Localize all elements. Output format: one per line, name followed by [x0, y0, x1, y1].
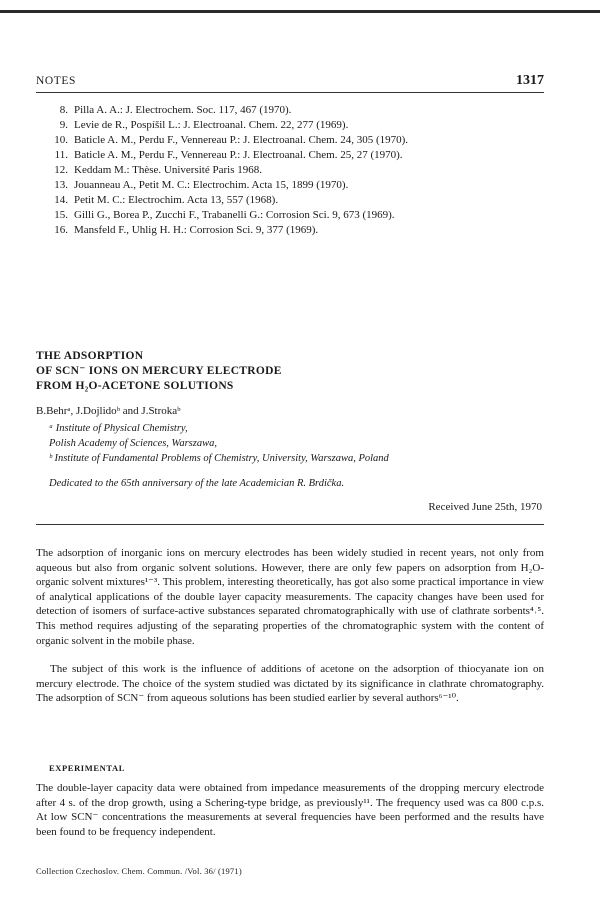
reference-text: Baticle A. M., Perdu F., Vennereau P.: J. Electroanal. Chem. 24, 305 (1970). — [74, 134, 409, 146]
reference-text: Petit M. C.: Electrochim. Acta 13, 557 (1968). — [74, 194, 279, 206]
article-title — [36, 349, 282, 394]
author-list: B.Behrᵃ, J.Dojlidoᵇ and J.Strokaᵇ — [36, 405, 181, 417]
reference-text: Levie de R., Pospíšil L.: J. Electroanal. Chem. 22, 277 (1969). — [74, 119, 349, 131]
reference-text: Baticle A. M., Perdu F., Vennereau P.: J. Electroanal. Chem. 25, 27 (1970). — [74, 149, 403, 161]
title-line: OF SCN⁻ IONS ON MERCURY ELECTRODE — [36, 365, 282, 377]
reference-number: 9. — [59, 119, 68, 131]
affiliation-line: ᵇ Institute of Fundamental Problems of Chemistry, University, Warszawa, Poland — [49, 453, 389, 464]
page-number: 1317 — [516, 73, 544, 88]
body-paragraph: The subject of this work is the influence of additions of acetone on the adsorption of thiocyanate ion on mercury electrode. The choice of the system studied was dictated by its significance in clathrate chromatography. The adsorption of SCN⁻ from aqueous solutions has been studied earlier by several authors⁶⁻¹⁰. — [36, 663, 544, 705]
reference-text: Keddam M.: Thèse. Université Paris 1968. — [74, 164, 262, 176]
body-paragraph: The double-layer capacity data were obtained from impedance measurements of the dropping mercury electrode after 4 s. of the drop growth, using a Schering-type bridge, as previously¹¹. The frequency used was ca 800 c.p.s. At low SCN⁻ concentrations the measurements at several frequencies have been performed and the results have been found to be frequency independent. — [36, 782, 544, 838]
dedication: Dedicated to the 65th anniversary of the late Academician R. Brdička. — [49, 478, 345, 489]
running-header — [36, 73, 544, 91]
section-label: NOTES — [36, 75, 77, 87]
reference-number: 8. — [59, 104, 68, 116]
reference-number: 15. — [54, 209, 68, 221]
affiliations — [49, 421, 389, 466]
top-rule — [0, 10, 600, 13]
reference-item — [36, 148, 544, 163]
received-date: Received June 25th, 1970 — [428, 501, 542, 513]
reference-item — [36, 163, 544, 178]
reference-text: Gilli G., Borea P., Zucchi F., Trabanelli G.: Corrosion Sci. 9, 673 (1969). — [74, 209, 395, 221]
reference-number: 10. — [54, 134, 68, 146]
reference-item — [36, 178, 544, 193]
reference-item — [36, 223, 544, 238]
title-line: FROM H₂O-ACETONE SOLUTIONS — [36, 380, 234, 392]
journal-footer: Collection Czechoslov. Chem. Commun. /Vol. 36/ (1971) — [36, 866, 242, 876]
section-heading: EXPERIMENTAL — [49, 763, 125, 773]
reference-number: 11. — [54, 149, 68, 161]
reference-number: 16. — [54, 224, 68, 236]
reference-number: 13. — [54, 179, 68, 191]
reference-text: Jouanneau A., Petit M. C.: Electrochim. Acta 15, 1899 (1970). — [74, 179, 349, 191]
reference-item — [36, 208, 544, 223]
title-line: THE ADSORPTION — [36, 350, 144, 362]
body-paragraph: The adsorption of inorganic ions on mercury electrodes has been widely studied in recent years, not only from aqueous but also from organic solvent solutions. However, there are only few papers on adsorption from H₂O- organic solvent mixtures¹⁻³. This problem, interesting theoretically, has got also some practical importance in view of analytical applications of the double layer capacity measurements. The capacity changes have been used for detection of isomers of surface-active substances separated chromatographically with use of clathrate sorbents⁴˒⁵. This method requires adjusting of the separating properties of the chromatographic system with the content of organic solvent in the mobile phase. — [36, 547, 544, 647]
reference-text: Pilla A. A.: J. Electrochem. Soc. 117, 467 (1970). — [74, 104, 292, 116]
reference-list — [36, 103, 544, 238]
section-rule — [36, 524, 544, 525]
affiliation-line: Polish Academy of Sciences, Warszawa, — [49, 438, 217, 449]
affiliation-line: ᵃ Institute of Physical Chemistry, — [49, 423, 188, 434]
reference-item — [36, 118, 544, 133]
reference-number: 14. — [54, 194, 68, 206]
reference-number: 12. — [54, 164, 68, 176]
reference-item — [36, 133, 544, 148]
header-rule — [36, 92, 544, 93]
reference-item — [36, 103, 544, 118]
reference-text: Mansfeld F., Uhlig H. H.: Corrosion Sci. 9, 377 (1969). — [74, 224, 319, 236]
reference-item — [36, 193, 544, 208]
